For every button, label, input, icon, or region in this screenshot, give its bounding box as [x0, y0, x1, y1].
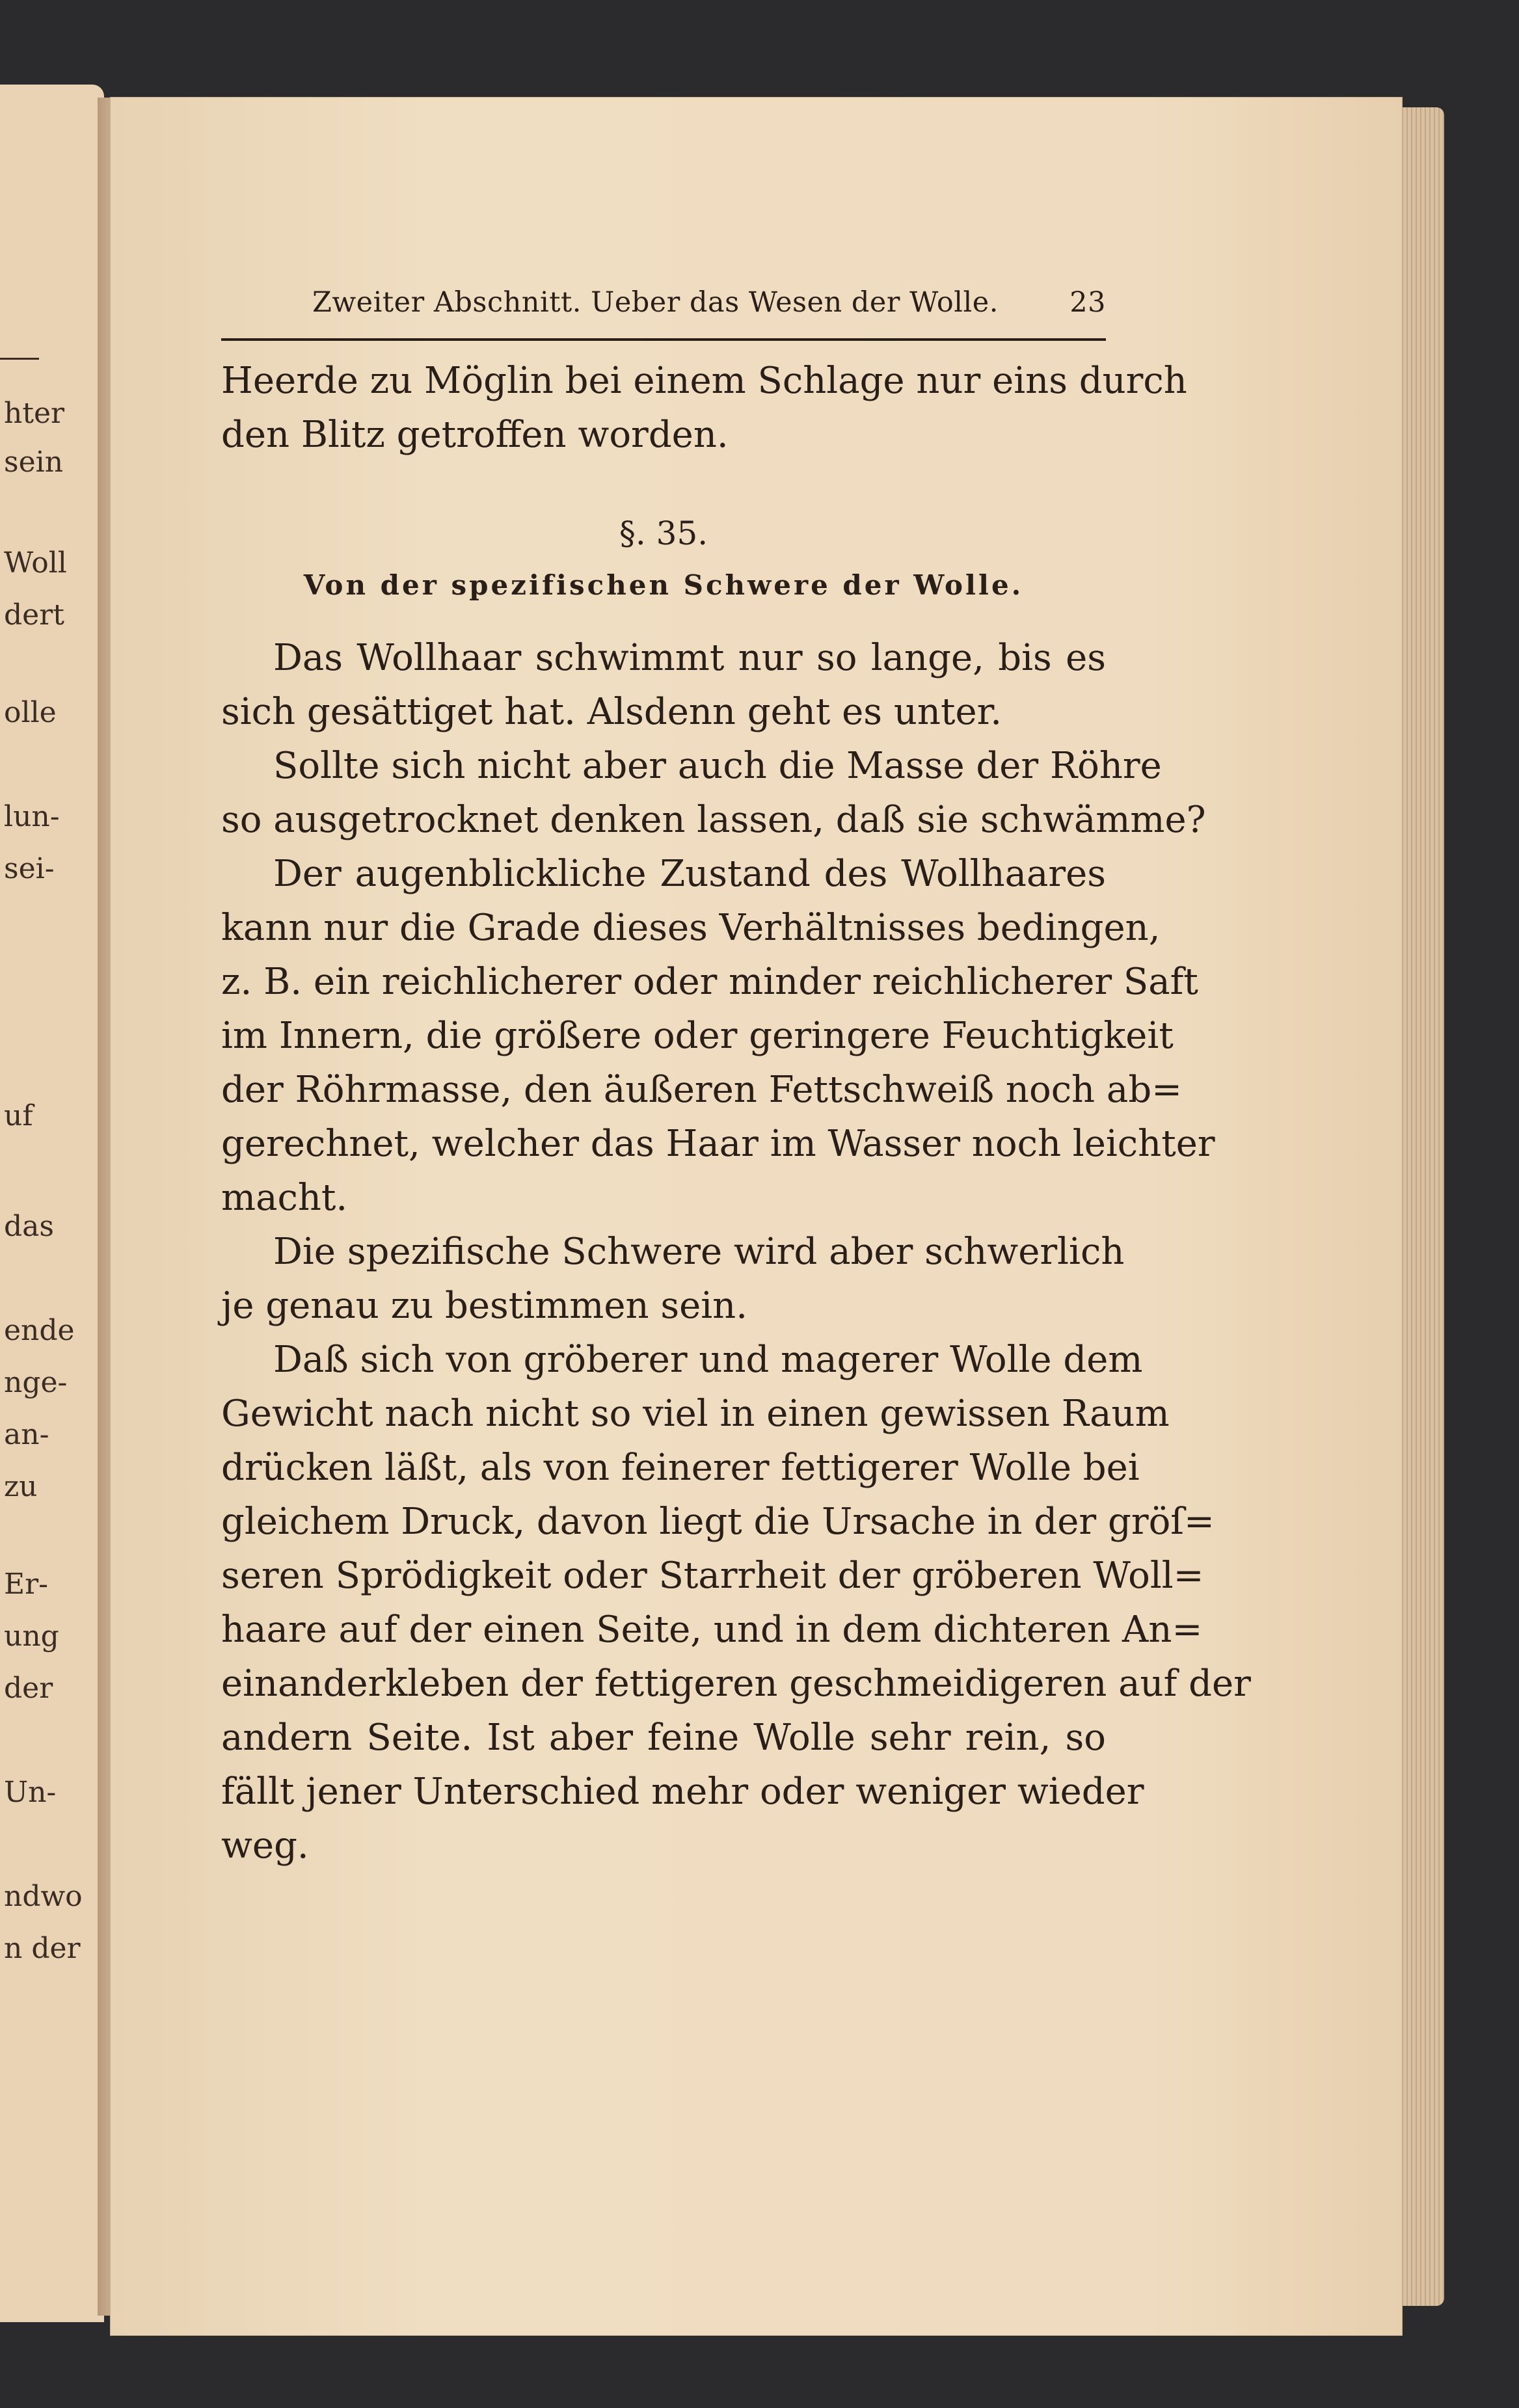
text-line: gerechnet, welcher das Haar im Wasser noch leichter [221, 1123, 1215, 1165]
left-fragment: sei- [4, 852, 55, 885]
page-stack-edge [1399, 107, 1444, 2306]
text-line: seren Sprödigkeit oder Starrheit der gröberen Woll= [221, 1555, 1204, 1597]
page-number: 23 [1069, 286, 1106, 319]
left-fragment: ende [4, 1314, 75, 1347]
previous-page-rule [0, 358, 39, 360]
left-fragment: Un- [4, 1776, 57, 1809]
text-line: Heerde zu Möglin bei einem Schlage nur eins durch [221, 360, 1187, 402]
header-rule [221, 338, 1106, 341]
left-fragment: uf [4, 1099, 33, 1132]
text-line: je genau zu bestimmen sein. [221, 1285, 747, 1327]
text-line: Daß sich von gröberer und magerer Wolle dem [273, 1339, 1143, 1381]
left-fragment: an- [4, 1418, 49, 1451]
left-fragment: zu [4, 1470, 38, 1503]
text-line: im Innern, die größere oder geringere Feuchtigkeit [221, 1015, 1174, 1057]
text-line: einanderkleben der fettigeren geschmeidigeren auf der [221, 1663, 1251, 1705]
left-fragment: Woll [4, 546, 67, 580]
text-line: Der augenblickliche Zustand des Wollhaares [273, 853, 1106, 895]
page-text [221, 286, 1251, 1873]
left-fragment: ung [4, 1620, 59, 1653]
text-line: Das Wollhaar schwimmt nur so lange, bis es [273, 637, 1106, 679]
text-line: sich gesättiget hat. Alsdenn geht es unter. [221, 691, 1002, 733]
text-line: kann nur die Grade dieses Verhältnisses bedingen, [221, 907, 1161, 949]
text-line: weg. [221, 1825, 309, 1867]
left-fragment: olle [4, 696, 57, 729]
text-line: z. B. ein reichlicherer oder minder reichlicherer Saft [221, 961, 1198, 1003]
text-line: der Röhrmasse, den äußeren Fettschweiß noch ab= [221, 1069, 1183, 1111]
running-head-title: Zweiter Abschnitt. Ueber das Wesen der Wolle. [312, 286, 999, 319]
text-line: drücken läßt, als von feinerer fettigerer Wolle bei [221, 1447, 1140, 1489]
text-line: Die spezifische Schwere wird aber schwerlich [273, 1231, 1125, 1273]
text-line: Sollte sich nicht aber auch die Masse der Röhre [273, 745, 1162, 787]
left-fragment: ndwo [4, 1880, 83, 1913]
left-fragment: hter [4, 397, 65, 430]
section-heading: Von der spezifischen Schwere der Wolle. [303, 569, 1024, 601]
running-head [221, 286, 1106, 332]
text-line: gleichem Druck, davon liegt die Ursache in der gröſ= [221, 1501, 1215, 1543]
left-fragment: n der [4, 1932, 81, 1965]
text-line: Gewicht nach nicht so viel in einen gewissen Raum [221, 1393, 1170, 1435]
section-number: §. 35. [619, 515, 708, 552]
text-line: haare auf der einen Seite, und in dem dichteren An= [221, 1609, 1203, 1651]
left-fragment: das [4, 1210, 54, 1243]
text-line: andern Seite. Ist aber feine Wolle sehr rein, so [221, 1717, 1106, 1759]
left-fragment: nge- [4, 1366, 68, 1399]
text-line: macht. [221, 1177, 348, 1219]
left-fragment: lun- [4, 800, 60, 833]
left-fragment: dert [4, 598, 64, 632]
left-fragment: sein [4, 446, 64, 479]
text-line: so ausgetrocknet denken lassen, daß sie schwämme? [221, 799, 1206, 841]
text-line: fällt jener Unterschied mehr oder weniger wieder [221, 1771, 1144, 1813]
left-fragment: Er- [4, 1568, 49, 1601]
text-line: den Blitz getroffen worden. [221, 414, 729, 456]
left-fragment: der [4, 1672, 53, 1705]
previous-page-edge [0, 85, 104, 2322]
